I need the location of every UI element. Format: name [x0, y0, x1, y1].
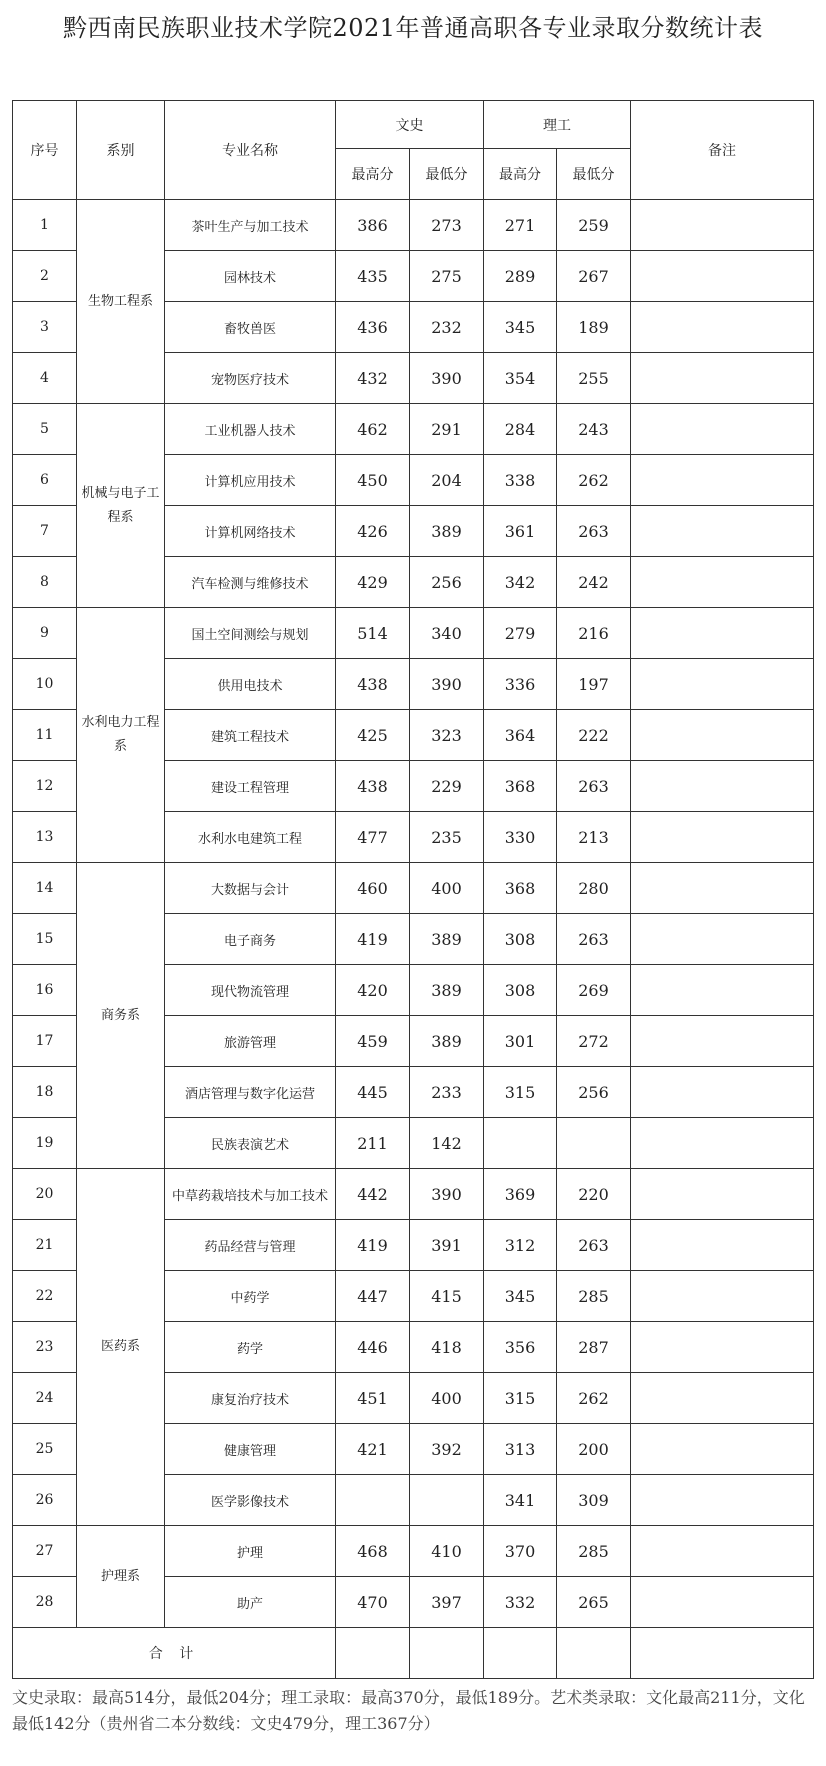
wenshi-min-score: 418 — [410, 1322, 484, 1373]
wenshi-max-score: 451 — [336, 1373, 410, 1424]
wenshi-max-score: 438 — [336, 761, 410, 812]
wenshi-min-score: 400 — [410, 1373, 484, 1424]
row-number: 26 — [13, 1475, 77, 1526]
ligong-min-score: 220 — [557, 1169, 631, 1220]
remark-cell — [631, 404, 814, 455]
remark-cell — [631, 1373, 814, 1424]
total-ligong-max — [484, 1628, 557, 1679]
wenshi-max-score: 450 — [336, 455, 410, 506]
header-wenshi: 文史 — [336, 101, 484, 149]
admission-summary-note: 文史录取：最高514分，最低204分；理工录取：最高370分，最低189分。艺术类录取：文化最高211分，文化最低142分（贵州省二本分数线：文史479分，理工367分） — [12, 1688, 805, 1733]
ligong-max-score: 370 — [484, 1526, 557, 1577]
ligong-max-score: 315 — [484, 1067, 557, 1118]
wenshi-min-score: 390 — [410, 659, 484, 710]
table-row — [13, 1526, 814, 1577]
major-name: 水利水电建筑工程 — [165, 812, 336, 863]
ligong-max-score: 312 — [484, 1220, 557, 1271]
row-number: 15 — [13, 914, 77, 965]
row-number: 13 — [13, 812, 77, 863]
ligong-min-score: 263 — [557, 761, 631, 812]
header-ligong-min: 最低分 — [557, 149, 631, 200]
header-ligong-max: 最高分 — [484, 149, 557, 200]
row-number: 28 — [13, 1577, 77, 1628]
ligong-max-score: 361 — [484, 506, 557, 557]
ligong-max-score: 345 — [484, 302, 557, 353]
remark-cell — [631, 1220, 814, 1271]
total-wenshi-min — [410, 1628, 484, 1679]
major-name: 宠物医疗技术 — [165, 353, 336, 404]
ligong-min-score: 197 — [557, 659, 631, 710]
wenshi-max-score: 445 — [336, 1067, 410, 1118]
department-name: 机械与电子工程系 — [77, 404, 165, 608]
department-name: 水利电力工程系 — [77, 608, 165, 863]
major-name: 计算机应用技术 — [165, 455, 336, 506]
table-row — [13, 608, 814, 659]
wenshi-max-score: 421 — [336, 1424, 410, 1475]
wenshi-max-score — [336, 1475, 410, 1526]
ligong-max-score: 315 — [484, 1373, 557, 1424]
major-name: 酒店管理与数字化运营 — [165, 1067, 336, 1118]
ligong-max-score: 338 — [484, 455, 557, 506]
table-row — [13, 863, 814, 914]
row-number: 11 — [13, 710, 77, 761]
ligong-min-score: 263 — [557, 506, 631, 557]
row-number: 17 — [13, 1016, 77, 1067]
row-number: 7 — [13, 506, 77, 557]
table-row — [13, 200, 814, 251]
total-label: 合 计 — [13, 1628, 336, 1679]
major-name: 茶叶生产与加工技术 — [165, 200, 336, 251]
wenshi-min-score: 391 — [410, 1220, 484, 1271]
major-name: 供用电技术 — [165, 659, 336, 710]
wenshi-max-score: 425 — [336, 710, 410, 761]
row-number: 2 — [13, 251, 77, 302]
wenshi-min-score: 142 — [410, 1118, 484, 1169]
ligong-max-score: 368 — [484, 863, 557, 914]
row-number: 10 — [13, 659, 77, 710]
wenshi-min-score: 415 — [410, 1271, 484, 1322]
major-name: 电子商务 — [165, 914, 336, 965]
remark-cell — [631, 863, 814, 914]
total-row — [13, 1628, 814, 1679]
ligong-min-score — [557, 1118, 631, 1169]
ligong-max-score: 279 — [484, 608, 557, 659]
wenshi-min-score: 400 — [410, 863, 484, 914]
wenshi-min-score: 275 — [410, 251, 484, 302]
row-number: 1 — [13, 200, 77, 251]
ligong-max-score: 369 — [484, 1169, 557, 1220]
wenshi-min-score: 340 — [410, 608, 484, 659]
ligong-min-score: 263 — [557, 1220, 631, 1271]
wenshi-min-score: 392 — [410, 1424, 484, 1475]
major-name: 健康管理 — [165, 1424, 336, 1475]
wenshi-min-score: 256 — [410, 557, 484, 608]
remark-cell — [631, 1577, 814, 1628]
major-name: 计算机网络技术 — [165, 506, 336, 557]
row-number: 16 — [13, 965, 77, 1016]
remark-cell — [631, 965, 814, 1016]
row-number: 22 — [13, 1271, 77, 1322]
header-no: 序号 — [13, 101, 77, 200]
wenshi-max-score: 477 — [336, 812, 410, 863]
header-remark: 备注 — [631, 101, 814, 200]
ligong-max-score — [484, 1118, 557, 1169]
ligong-max-score: 342 — [484, 557, 557, 608]
remark-cell — [631, 1067, 814, 1118]
ligong-min-score: 242 — [557, 557, 631, 608]
remark-cell — [631, 200, 814, 251]
header-wenshi-max: 最高分 — [336, 149, 410, 200]
ligong-max-score: 301 — [484, 1016, 557, 1067]
wenshi-min-score: 323 — [410, 710, 484, 761]
ligong-min-score: 222 — [557, 710, 631, 761]
major-name: 中药学 — [165, 1271, 336, 1322]
department-name: 生物工程系 — [77, 200, 165, 404]
row-number: 18 — [13, 1067, 77, 1118]
ligong-min-score: 259 — [557, 200, 631, 251]
ligong-min-score: 309 — [557, 1475, 631, 1526]
ligong-min-score: 216 — [557, 608, 631, 659]
wenshi-min-score: 291 — [410, 404, 484, 455]
ligong-min-score: 189 — [557, 302, 631, 353]
total-wenshi-max — [336, 1628, 410, 1679]
wenshi-min-score — [410, 1475, 484, 1526]
row-number: 20 — [13, 1169, 77, 1220]
wenshi-max-score: 446 — [336, 1322, 410, 1373]
remark-cell — [631, 914, 814, 965]
wenshi-min-score: 204 — [410, 455, 484, 506]
remark-cell — [631, 1271, 814, 1322]
row-number: 5 — [13, 404, 77, 455]
major-name: 建设工程管理 — [165, 761, 336, 812]
row-number: 12 — [13, 761, 77, 812]
wenshi-max-score: 468 — [336, 1526, 410, 1577]
ligong-max-score: 364 — [484, 710, 557, 761]
ligong-min-score: 213 — [557, 812, 631, 863]
header-ligong: 理工 — [484, 101, 631, 149]
wenshi-max-score: 442 — [336, 1169, 410, 1220]
ligong-min-score: 287 — [557, 1322, 631, 1373]
department-name: 医药系 — [77, 1169, 165, 1526]
remark-cell — [631, 812, 814, 863]
major-name: 国土空间测绘与规划 — [165, 608, 336, 659]
wenshi-max-score: 426 — [336, 506, 410, 557]
wenshi-min-score: 235 — [410, 812, 484, 863]
row-number: 21 — [13, 1220, 77, 1271]
ligong-min-score: 272 — [557, 1016, 631, 1067]
row-number: 14 — [13, 863, 77, 914]
ligong-min-score: 256 — [557, 1067, 631, 1118]
major-name: 护理 — [165, 1526, 336, 1577]
wenshi-min-score: 389 — [410, 506, 484, 557]
ligong-min-score: 262 — [557, 455, 631, 506]
admission-score-table — [12, 100, 814, 1679]
remark-cell — [631, 557, 814, 608]
department-name: 商务系 — [77, 863, 165, 1169]
ligong-max-score: 356 — [484, 1322, 557, 1373]
wenshi-max-score: 459 — [336, 1016, 410, 1067]
ligong-min-score: 255 — [557, 353, 631, 404]
major-name: 旅游管理 — [165, 1016, 336, 1067]
wenshi-min-score: 273 — [410, 200, 484, 251]
ligong-max-score: 289 — [484, 251, 557, 302]
ligong-max-score: 354 — [484, 353, 557, 404]
remark-cell — [631, 608, 814, 659]
major-name: 畜牧兽医 — [165, 302, 336, 353]
major-name: 中草药栽培技术与加工技术 — [165, 1169, 336, 1220]
total-remark — [631, 1628, 814, 1679]
remark-cell — [631, 1322, 814, 1373]
major-name: 药品经营与管理 — [165, 1220, 336, 1271]
header-wenshi-min: 最低分 — [410, 149, 484, 200]
row-number: 4 — [13, 353, 77, 404]
row-number: 3 — [13, 302, 77, 353]
wenshi-max-score: 419 — [336, 1220, 410, 1271]
table-body — [13, 200, 814, 1679]
remark-cell — [631, 302, 814, 353]
ligong-min-score: 285 — [557, 1271, 631, 1322]
wenshi-min-score: 389 — [410, 965, 484, 1016]
major-name: 工业机器人技术 — [165, 404, 336, 455]
remark-cell — [631, 1118, 814, 1169]
wenshi-min-score: 229 — [410, 761, 484, 812]
major-name: 医学影像技术 — [165, 1475, 336, 1526]
remark-cell — [631, 251, 814, 302]
ligong-min-score: 269 — [557, 965, 631, 1016]
ligong-min-score: 267 — [557, 251, 631, 302]
row-number: 19 — [13, 1118, 77, 1169]
wenshi-max-score: 429 — [336, 557, 410, 608]
wenshi-max-score: 447 — [336, 1271, 410, 1322]
row-number: 27 — [13, 1526, 77, 1577]
ligong-min-score: 262 — [557, 1373, 631, 1424]
wenshi-max-score: 470 — [336, 1577, 410, 1628]
wenshi-min-score: 389 — [410, 1016, 484, 1067]
remark-cell — [631, 761, 814, 812]
ligong-max-score: 341 — [484, 1475, 557, 1526]
ligong-max-score: 368 — [484, 761, 557, 812]
header-major: 专业名称 — [165, 101, 336, 200]
wenshi-min-score: 397 — [410, 1577, 484, 1628]
wenshi-max-score: 462 — [336, 404, 410, 455]
remark-cell — [631, 1016, 814, 1067]
ligong-min-score: 200 — [557, 1424, 631, 1475]
table-row — [13, 404, 814, 455]
wenshi-max-score: 386 — [336, 200, 410, 251]
row-number: 8 — [13, 557, 77, 608]
major-name: 药学 — [165, 1322, 336, 1373]
ligong-max-score: 271 — [484, 200, 557, 251]
department-name: 护理系 — [77, 1526, 165, 1628]
wenshi-min-score: 410 — [410, 1526, 484, 1577]
wenshi-max-score: 435 — [336, 251, 410, 302]
remark-cell — [631, 1424, 814, 1475]
major-name: 园林技术 — [165, 251, 336, 302]
row-number: 23 — [13, 1322, 77, 1373]
ligong-min-score: 285 — [557, 1526, 631, 1577]
major-name: 民族表演艺术 — [165, 1118, 336, 1169]
wenshi-min-score: 389 — [410, 914, 484, 965]
wenshi-min-score: 233 — [410, 1067, 484, 1118]
major-name: 汽车检测与维修技术 — [165, 557, 336, 608]
ligong-max-score: 313 — [484, 1424, 557, 1475]
wenshi-max-score: 438 — [336, 659, 410, 710]
wenshi-max-score: 420 — [336, 965, 410, 1016]
wenshi-max-score: 432 — [336, 353, 410, 404]
page-title: 黔西南民族职业技术学院2021年普通高职各专业录取分数统计表 — [62, 14, 764, 42]
wenshi-min-score: 390 — [410, 1169, 484, 1220]
remark-cell — [631, 1169, 814, 1220]
remark-cell — [631, 659, 814, 710]
wenshi-max-score: 419 — [336, 914, 410, 965]
row-number: 9 — [13, 608, 77, 659]
row-number: 25 — [13, 1424, 77, 1475]
ligong-max-score: 308 — [484, 965, 557, 1016]
ligong-min-score: 280 — [557, 863, 631, 914]
header-dept: 系别 — [77, 101, 165, 200]
wenshi-min-score: 232 — [410, 302, 484, 353]
ligong-max-score: 308 — [484, 914, 557, 965]
major-name: 建筑工程技术 — [165, 710, 336, 761]
remark-cell — [631, 710, 814, 761]
remark-cell — [631, 1475, 814, 1526]
ligong-max-score: 336 — [484, 659, 557, 710]
table-row — [13, 1169, 814, 1220]
major-name: 康复治疗技术 — [165, 1373, 336, 1424]
row-number: 6 — [13, 455, 77, 506]
ligong-min-score: 243 — [557, 404, 631, 455]
major-name: 现代物流管理 — [165, 965, 336, 1016]
total-ligong-min — [557, 1628, 631, 1679]
remark-cell — [631, 455, 814, 506]
ligong-max-score: 330 — [484, 812, 557, 863]
ligong-max-score: 284 — [484, 404, 557, 455]
wenshi-max-score: 436 — [336, 302, 410, 353]
major-name: 助产 — [165, 1577, 336, 1628]
ligong-max-score: 345 — [484, 1271, 557, 1322]
row-number: 24 — [13, 1373, 77, 1424]
wenshi-max-score: 460 — [336, 863, 410, 914]
remark-cell — [631, 1526, 814, 1577]
major-name: 大数据与会计 — [165, 863, 336, 914]
wenshi-min-score: 390 — [410, 353, 484, 404]
ligong-max-score: 332 — [484, 1577, 557, 1628]
ligong-min-score: 265 — [557, 1577, 631, 1628]
ligong-min-score: 263 — [557, 914, 631, 965]
wenshi-max-score: 211 — [336, 1118, 410, 1169]
remark-cell — [631, 353, 814, 404]
wenshi-max-score: 514 — [336, 608, 410, 659]
remark-cell — [631, 506, 814, 557]
